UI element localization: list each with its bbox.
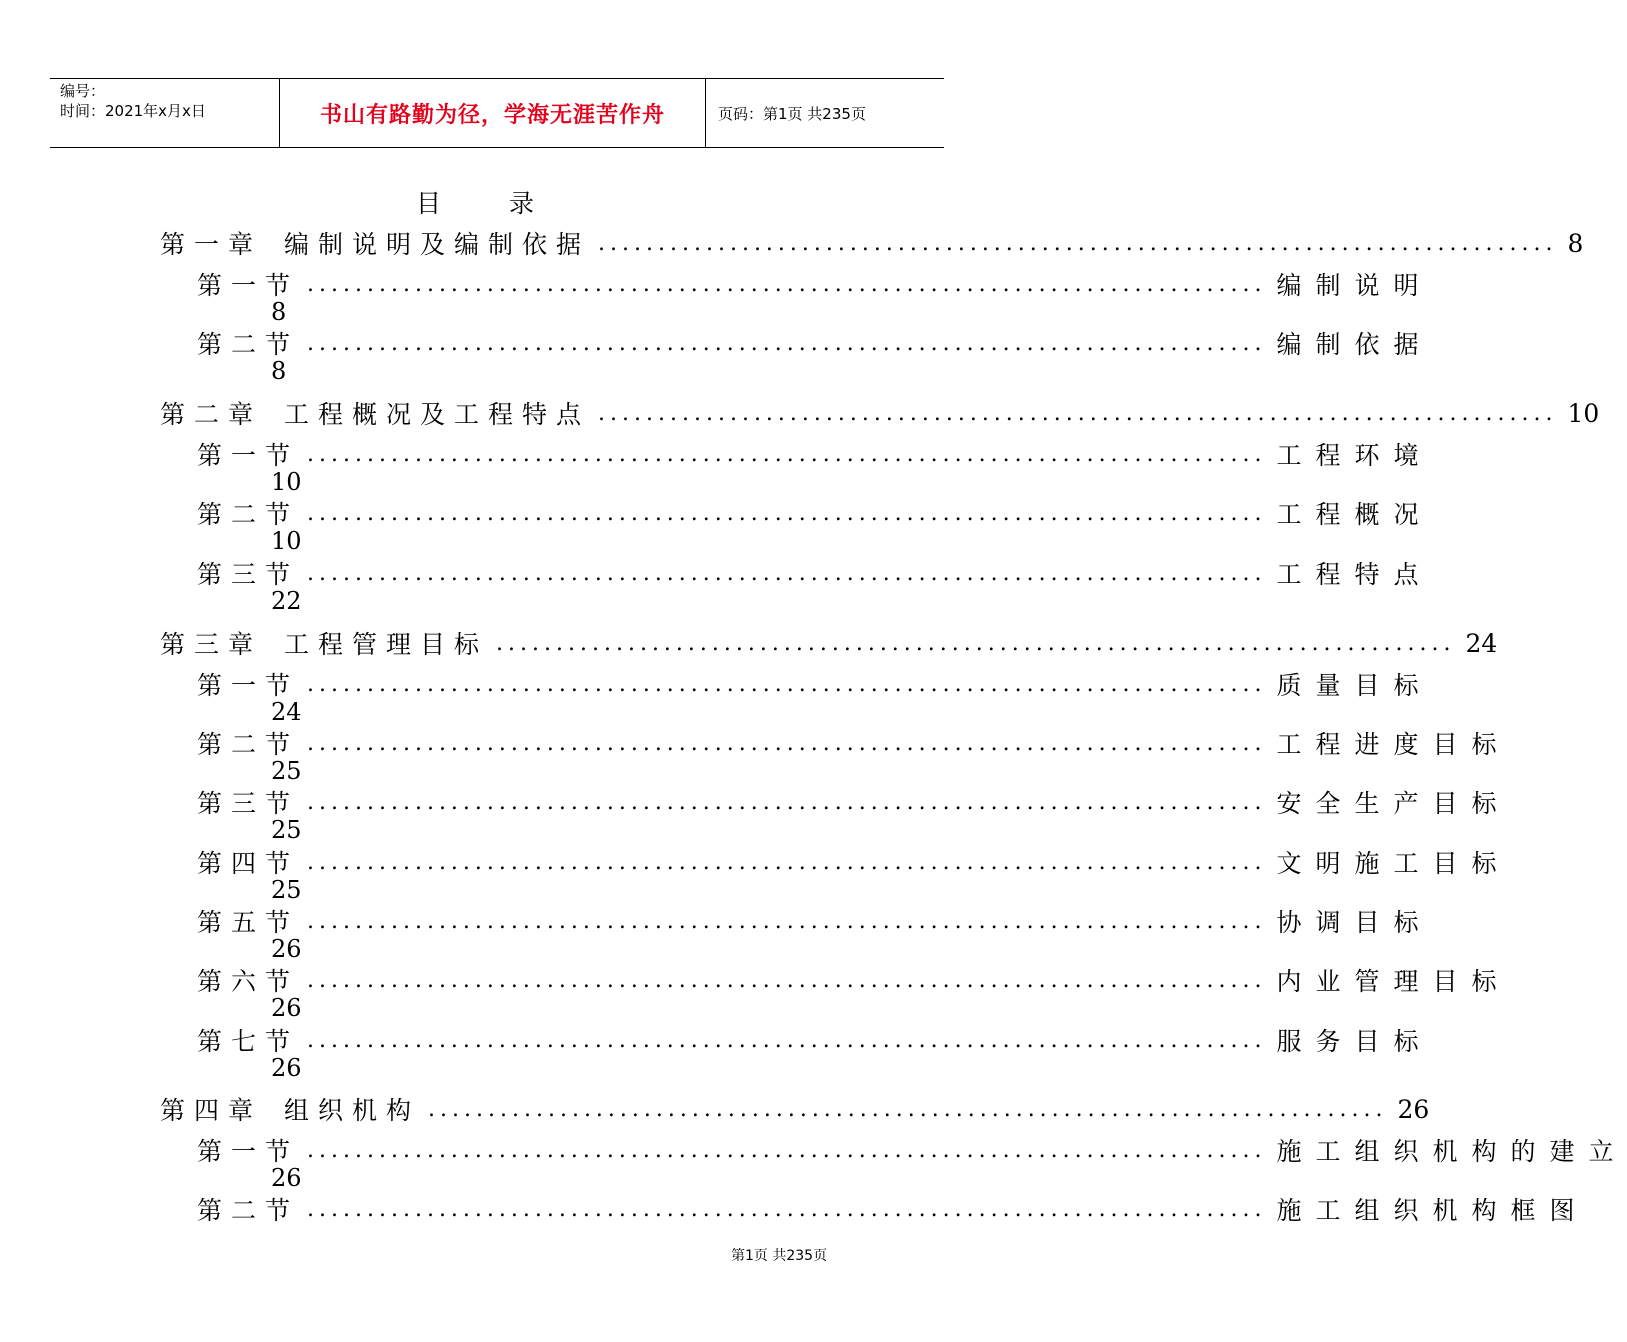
toc-entry-title: 工程概况: [1276, 500, 1433, 529]
toc-entry-label: 第七节: [197, 1027, 300, 1056]
toc-entry-page: 24: [271, 698, 302, 726]
toc-entry-title: 内业管理目标: [1276, 967, 1511, 996]
toc-section-entry[interactable]: [197, 439, 1433, 470]
toc-section-entry[interactable]: [197, 1194, 1589, 1225]
toc-dot-leader: ................................................................................: [496, 630, 1456, 656]
toc-section-entry[interactable]: [197, 847, 1511, 878]
toc-entry-label: 第六节: [197, 967, 300, 996]
toc-entry-page: 8: [1567, 228, 1584, 258]
toc-entry-page: 10: [271, 527, 302, 555]
toc-entry-page: 8: [271, 298, 287, 326]
toc-dot-leader: ................................................................................: [307, 441, 1267, 467]
toc-entry-label: 第二节: [197, 1196, 300, 1225]
toc-entry-page: 26: [1397, 1094, 1430, 1124]
toc-entry-page: 26: [271, 994, 302, 1022]
toc-dot-leader: ................................................................................: [307, 849, 1267, 875]
toc-section-entry[interactable]: [197, 498, 1433, 529]
toc-entry-title: 编制说明及编制依据: [284, 230, 591, 259]
toc-dot-leader: ................................................................................: [307, 1196, 1267, 1222]
document-time: 时间：2021年x月x日: [60, 102, 206, 120]
toc-entry-title: 安全生产目标: [1276, 789, 1511, 818]
toc-entry-label: 第五节: [197, 908, 300, 937]
toc-entry-page: 24: [1465, 628, 1498, 658]
toc-chapter-entry[interactable]: [160, 628, 1498, 659]
toc-entry-label: 第三章: [160, 630, 263, 659]
toc-section-entry[interactable]: [197, 1025, 1433, 1056]
toc-entry-label: 第三节: [197, 560, 300, 589]
toc-section-entry[interactable]: [197, 1135, 1627, 1166]
toc-entry-page: 10: [1567, 398, 1600, 428]
toc-entry-title: 服务目标: [1276, 1027, 1433, 1056]
toc-entry-title: 工程环境: [1276, 441, 1433, 470]
toc-entry-label: 第一节: [197, 671, 300, 700]
toc-entry-title: 文明施工目标: [1276, 849, 1511, 878]
toc-dot-leader: ................................................................................: [307, 1027, 1267, 1053]
toc-entry-page: 10: [271, 468, 302, 496]
toc-dot-leader: ................................................................................: [598, 400, 1558, 426]
toc-entry-title: 编制说明: [1276, 271, 1433, 300]
page-header: [50, 78, 944, 148]
header-page-info: [706, 79, 944, 147]
toc-section-entry[interactable]: [197, 328, 1433, 359]
document-number: 编号：: [60, 82, 106, 100]
toc-entry-page: 8: [271, 357, 287, 385]
toc-entry-page: 25: [271, 876, 302, 904]
toc-section-entry[interactable]: [197, 728, 1511, 759]
toc-entry-page: 26: [271, 935, 302, 963]
toc-dot-leader: ................................................................................: [307, 1137, 1267, 1163]
header-motto-cell: [280, 79, 706, 147]
toc-dot-leader: ................................................................................: [307, 671, 1267, 697]
toc-section-entry[interactable]: [197, 787, 1511, 818]
toc-section-entry[interactable]: [197, 669, 1433, 700]
toc-chapter-entry[interactable]: [160, 228, 1584, 259]
toc-entry-page: 26: [271, 1164, 302, 1192]
toc-dot-leader: ................................................................................: [307, 908, 1267, 934]
toc-entry-label: 第二章: [160, 400, 263, 429]
toc-entry-title: 质量目标: [1276, 671, 1433, 700]
toc-entry-title: 施工组织机构的建立: [1276, 1137, 1627, 1166]
toc-section-entry[interactable]: [197, 269, 1433, 300]
toc-dot-leader: ................................................................................: [307, 730, 1267, 756]
toc-entry-title: 协调目标: [1276, 908, 1433, 937]
toc-entry-label: 第四章: [160, 1096, 263, 1125]
toc-dot-leader: ................................................................................: [307, 560, 1267, 586]
toc-entry-page: 25: [271, 816, 302, 844]
toc-section-entry[interactable]: [197, 906, 1433, 937]
toc-entry-label: 第二节: [197, 500, 300, 529]
toc-entry-title: 施工组织机构框图: [1276, 1196, 1589, 1225]
toc-entry-title: 编制依据: [1276, 330, 1433, 359]
toc-chapter-entry[interactable]: [160, 398, 1600, 429]
toc-entry-label: 第一节: [197, 271, 300, 300]
page-info: 页码：第1页 共235页: [718, 104, 866, 123]
header-meta: [50, 79, 280, 147]
toc-dot-leader: ................................................................................: [598, 230, 1558, 256]
toc-title: 目 录: [416, 189, 564, 218]
toc-entry-page: 26: [271, 1054, 302, 1082]
toc-section-entry[interactable]: [197, 558, 1433, 589]
page-footer: 第1页 共235页: [731, 1248, 828, 1264]
toc-entry-page: 22: [271, 587, 302, 615]
toc-entry-title: 工程概况及工程特点: [284, 400, 591, 429]
toc-entry-label: 第三节: [197, 789, 300, 818]
toc-entry-label: 第二节: [197, 730, 300, 759]
header-motto: 书山有路勤为径，学海无涯苦作舟: [319, 102, 665, 128]
toc-dot-leader: ................................................................................: [428, 1096, 1388, 1122]
toc-entry-title: 工程进度目标: [1276, 730, 1511, 759]
toc-entry-title: 组织机构: [284, 1096, 421, 1125]
toc-dot-leader: ................................................................................: [307, 500, 1267, 526]
toc-entry-title: 工程管理目标: [284, 630, 489, 659]
toc-dot-leader: ................................................................................: [307, 271, 1267, 297]
toc-dot-leader: ................................................................................: [307, 789, 1267, 815]
toc-entry-label: 第一章: [160, 230, 263, 259]
toc-chapter-entry[interactable]: [160, 1094, 1430, 1125]
toc-section-entry[interactable]: [197, 965, 1511, 996]
toc-entry-page: 25: [271, 757, 302, 785]
toc-entry-label: 第一节: [197, 1137, 300, 1166]
toc-entry-label: 第一节: [197, 441, 300, 470]
toc-dot-leader: ................................................................................: [307, 330, 1267, 356]
toc-entry-label: 第四节: [197, 849, 300, 878]
toc-entry-label: 第二节: [197, 330, 300, 359]
toc-dot-leader: ................................................................................: [307, 967, 1267, 993]
toc-entry-title: 工程特点: [1276, 560, 1433, 589]
